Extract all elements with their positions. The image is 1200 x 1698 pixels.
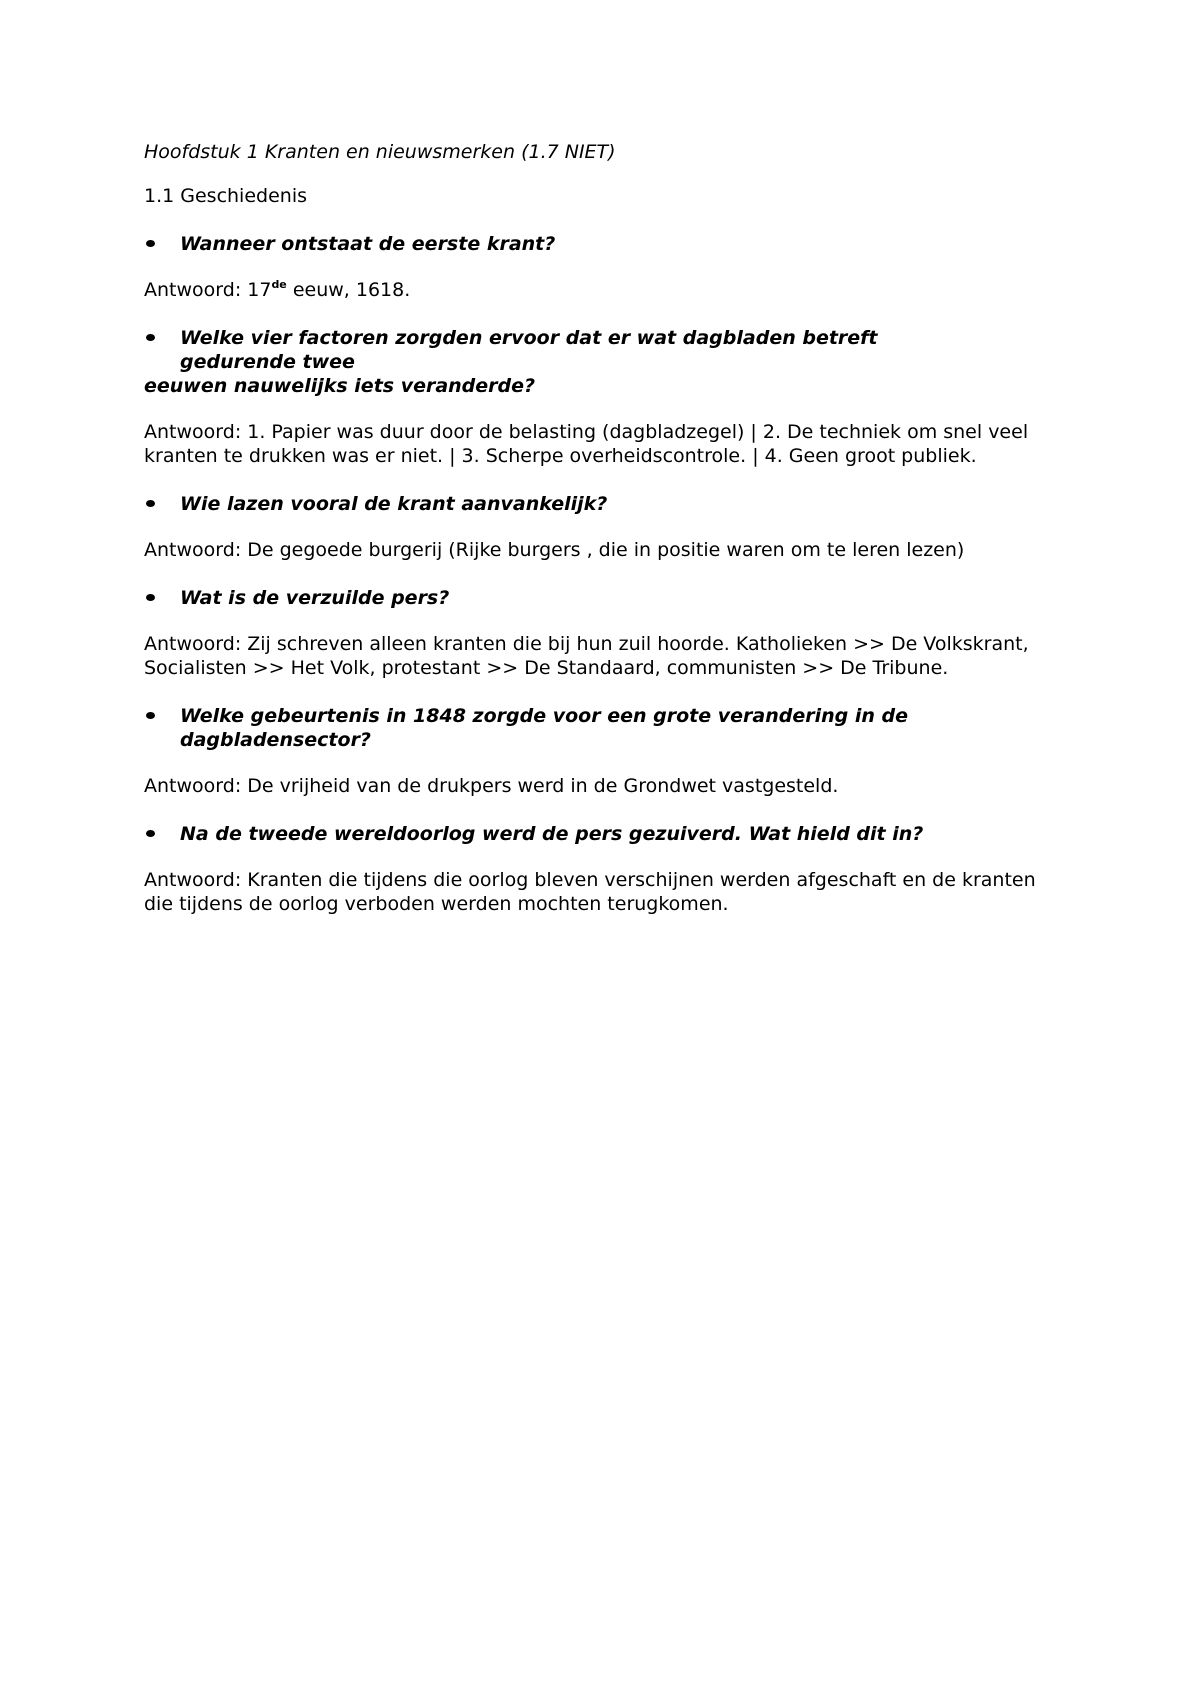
bullet-icon <box>144 326 180 350</box>
answer-text: Antwoord: Kranten die tijdens die oorlog bleven verschijnen werden afgeschaft en de kranten die tijdens de oorlog verboden werden mochten terugkomen. <box>144 869 1036 915</box>
question-text: Wanneer ontstaat de eerste krant? <box>180 233 556 255</box>
bullet-icon <box>144 704 180 728</box>
document-page <box>144 140 1064 916</box>
chapter-title: Hoofdstuk 1 Kranten en nieuwsmerken (1.7 NIET) <box>144 141 616 163</box>
question <box>144 704 1064 752</box>
question-text: Wie lazen vooral de krant aanvankelijk? <box>180 493 608 515</box>
question-text: Na de tweede wereldoorlog werd de pers gezuiverd. Wat hield dit in? <box>180 823 924 845</box>
question <box>144 326 1064 374</box>
bullet-icon <box>144 822 180 846</box>
question <box>144 586 1064 610</box>
answer <box>144 278 1064 302</box>
qa-item <box>144 326 1064 468</box>
bullet-icon <box>144 232 180 256</box>
answer-text: Antwoord: Zij schreven alleen kranten die bij hun zuil hoorde. Katholieken >> De Volkskrant, Socialisten >> Het Volk, protestant >> De Standaard, communisten >> De Tribune. <box>144 633 1029 679</box>
question <box>144 822 1064 846</box>
qa-item <box>144 586 1064 680</box>
question-text-continued: eeuwen nauwelijks iets veranderde? <box>144 375 536 397</box>
qa-item <box>144 704 1064 798</box>
qa-item <box>144 232 1064 302</box>
answer-text: Antwoord: De vrijheid van de drukpers werd in de Grondwet vastgesteld. <box>144 775 839 797</box>
qa-item <box>144 822 1064 916</box>
question-text: Welke gebeurtenis in 1848 zorgde voor een grote verandering in de dagbladensector? <box>180 705 908 751</box>
question <box>144 232 1064 256</box>
question-text: Wat is de verzuilde pers? <box>180 587 450 609</box>
question-text: Welke vier factoren zorgden ervoor dat er wat dagbladen betreft gedurende twee <box>180 327 878 373</box>
answer-superscript: de <box>271 278 287 291</box>
bullet-icon <box>144 586 180 610</box>
qa-item <box>144 492 1064 562</box>
answer-text: Antwoord: 17 <box>144 279 272 301</box>
bullet-icon <box>144 492 180 516</box>
answer-text: Antwoord: 1. Papier was duur door de belasting (dagbladzegel) | 2. De techniek om snel veel kranten te drukken was er niet. | 3. Scherpe overheidscontrole. | 4. Geen groot publiek. <box>144 421 1029 467</box>
section-title: 1.1 Geschiedenis <box>144 185 307 207</box>
answer-text-suffix: eeuw, 1618. <box>286 279 411 301</box>
answer-text: Antwoord: De gegoede burgerij (Rijke burgers , die in positie waren om te leren lezen) <box>144 539 965 561</box>
question <box>144 492 1064 516</box>
